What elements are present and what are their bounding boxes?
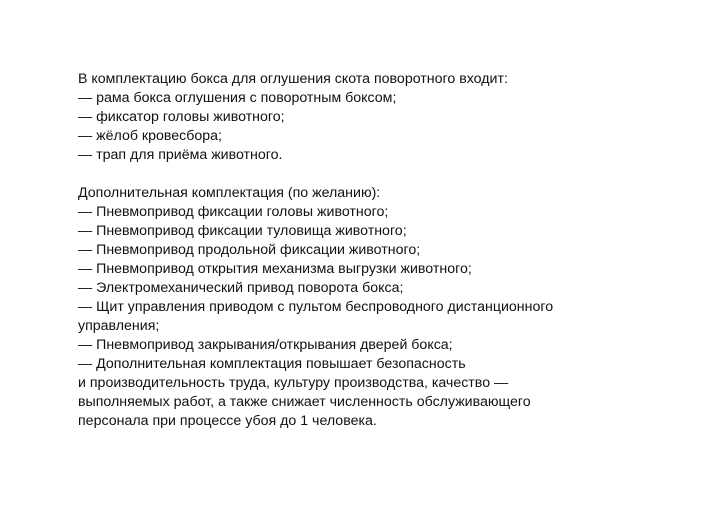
document-body: [78, 70, 678, 431]
list-item: персонала при процессе убоя до 1 человека.: [78, 413, 377, 429]
list-item: — Пневмопривод фиксации туловища животного;: [78, 223, 407, 239]
standard-equipment-intro: В комплектацию бокса для оглушения скота поворотного входит:: [78, 71, 508, 87]
paragraph-spacer: [78, 165, 678, 184]
list-item: — фиксатор головы животного;: [78, 109, 285, 125]
list-item: управления;: [78, 318, 160, 334]
list-item: — жёлоб кровесбора;: [78, 128, 222, 144]
optional-equipment-intro: Дополнительная комплектация (по желанию):: [78, 185, 381, 201]
list-item: — Пневмопривод фиксации головы животного;: [78, 204, 389, 220]
list-item: выполняемых работ, а также снижает численность обслуживающего: [78, 394, 531, 410]
optional-equipment-section: [78, 184, 678, 431]
list-item: — рама бокса оглушения с поворотным боксом;: [78, 90, 397, 106]
standard-equipment-section: [78, 70, 678, 165]
list-item: — Электромеханический привод поворота бокса;: [78, 280, 404, 296]
list-item: — Дополнительная комплектация повышает безопасность: [78, 356, 466, 372]
list-item: — Пневмопривод закрывания/открывания дверей бокса;: [78, 337, 453, 353]
list-item: — Щит управления приводом с пультом беспроводного дистанционного: [78, 299, 554, 315]
list-item: и производительность труда, культуру производства, качество —: [78, 375, 509, 391]
list-item: — Пневмопривод продольной фиксации животного;: [78, 242, 421, 258]
list-item: — трап для приёма животного.: [78, 147, 283, 163]
list-item: — Пневмопривод открытия механизма выгрузки животного;: [78, 261, 472, 277]
